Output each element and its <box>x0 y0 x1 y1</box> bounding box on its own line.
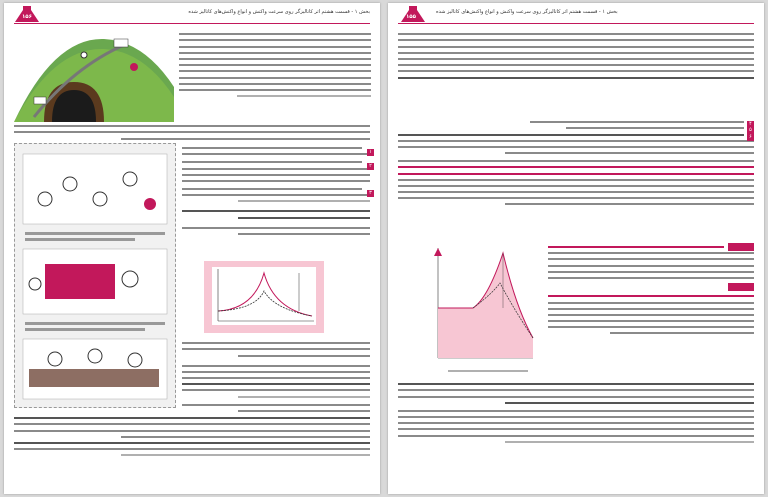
right-page-numbered: ۴ ۵ ۶ <box>398 117 754 210</box>
tunnel-illustration <box>14 27 174 122</box>
left-page-text-top <box>179 29 371 101</box>
header-text: بخش ۱ - قسمت هشتم اثر کاتالیزگر روی سرعت واکنش و انواع واکنش‌های کاتالیز شده <box>436 9 618 15</box>
left-page-text-bottom <box>182 338 370 416</box>
page-header <box>398 9 754 24</box>
cartoon-panel <box>14 143 176 408</box>
page-header <box>14 9 370 24</box>
right-page <box>388 3 764 494</box>
page-number: ۱۵۶ <box>21 14 33 20</box>
activation-energy-graph <box>428 238 538 366</box>
left-page <box>4 3 380 494</box>
page-number: ۱۵۵ <box>405 14 417 20</box>
note-badge <box>728 283 754 291</box>
note-badge <box>728 243 754 251</box>
left-page-footer-text <box>14 413 370 461</box>
header-text: بخش ۱ - قسمت هشتم اثر کاتالیزگر روی سرعت واکنش و انواع واکنش‌های کاتالیز شده <box>188 9 370 15</box>
numbered-list: ۱ ۲ ۳ <box>182 143 370 239</box>
right-page-text-top <box>398 29 754 83</box>
energy-profile-graph <box>204 261 324 333</box>
left-page-paragraph <box>14 121 370 144</box>
right-page-text-bottom <box>398 379 754 447</box>
note-box <box>548 243 754 369</box>
